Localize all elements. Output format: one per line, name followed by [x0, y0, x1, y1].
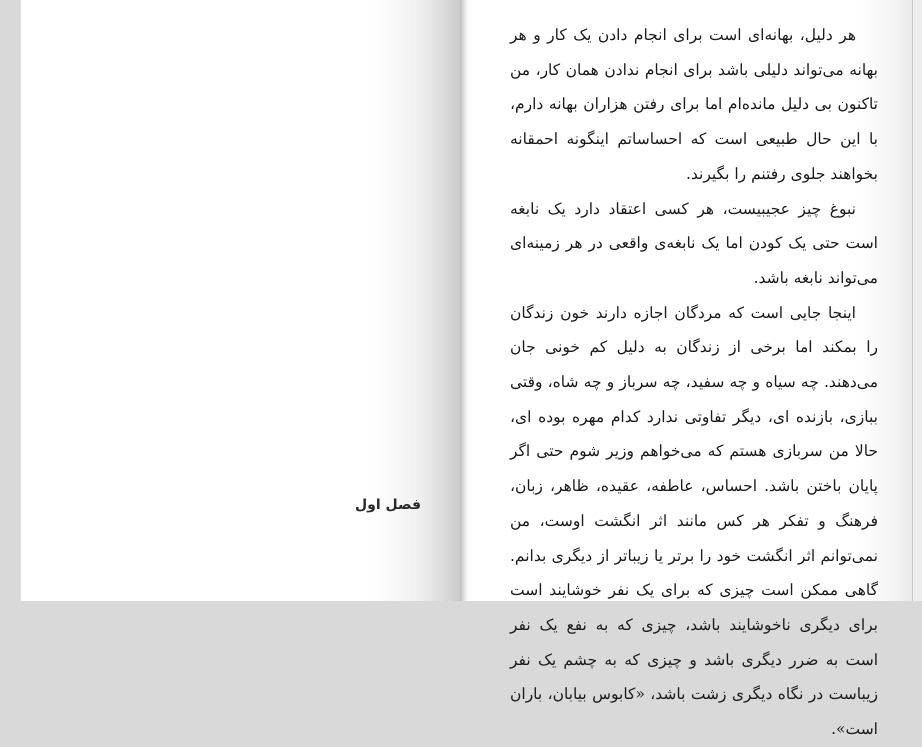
paragraph-3: اینجا جایی است که مردگان اجازه دارند خون زندگان را بمکند اما برخی از زندگان به دلیل کم خونی جان می‌دهند. چه سیاه و چه سفید، چه سرباز و چه شاه، وقتی ببازی، بازنده ای، دیگر تفاوتی ندارد کدام مهره بوده ای، حالا من سربازی هستم که می‌خواهم وزیر شوم حتی اگر پایان باختن باشد. احساس، عاطفه، عقیده، ظاهر، زبان، فرهنگ و تفکر هر کس مانند اثر انگشت اوست، من نمی‌توانم اثر انگشت خود را برتر یا زیباتر از دیگری بدانم. گاهی ممکن است چیزی که برای یک نفر خوشایند است برای دیگری ناخوشایند باشد، چیزی که به نفع یک نفر است به ضرر دیگری باشد و چیزی که به چشم یک نفر زیباست در نگاه دیگری زشت باشد، «کابوس بیابان، باران است». [510, 303, 878, 739]
chapter-label: فصل اول [355, 497, 421, 513]
paragraph-1: هر دلیل، بهانه‌ای است برای انجام دادن یک کار و هر بهانه می‌تواند دلیلی باشد برای انجام ندادن همان کار، من تاکنون بی دلیل مانده‌ام اما برای رفتن هزاران بهانه دارم، با این حال طبیعی است که احساساتم اینگونه احمقانه بخواهند جلوی رفتنم را بگیرند. [510, 26, 878, 183]
body-text [510, 18, 878, 747]
paragraph-2: نبوغ چیز عجیبیست، هر کسی اعتقاد دارد یک نابغه است حتی یک کودن اما یک نابغه‌ی واقعی در هر زمینه‌ای می‌تواند نابغه باشد. [510, 199, 878, 287]
page-edge [912, 0, 922, 601]
book-gutter [460, 0, 472, 601]
left-page [20, 0, 461, 601]
